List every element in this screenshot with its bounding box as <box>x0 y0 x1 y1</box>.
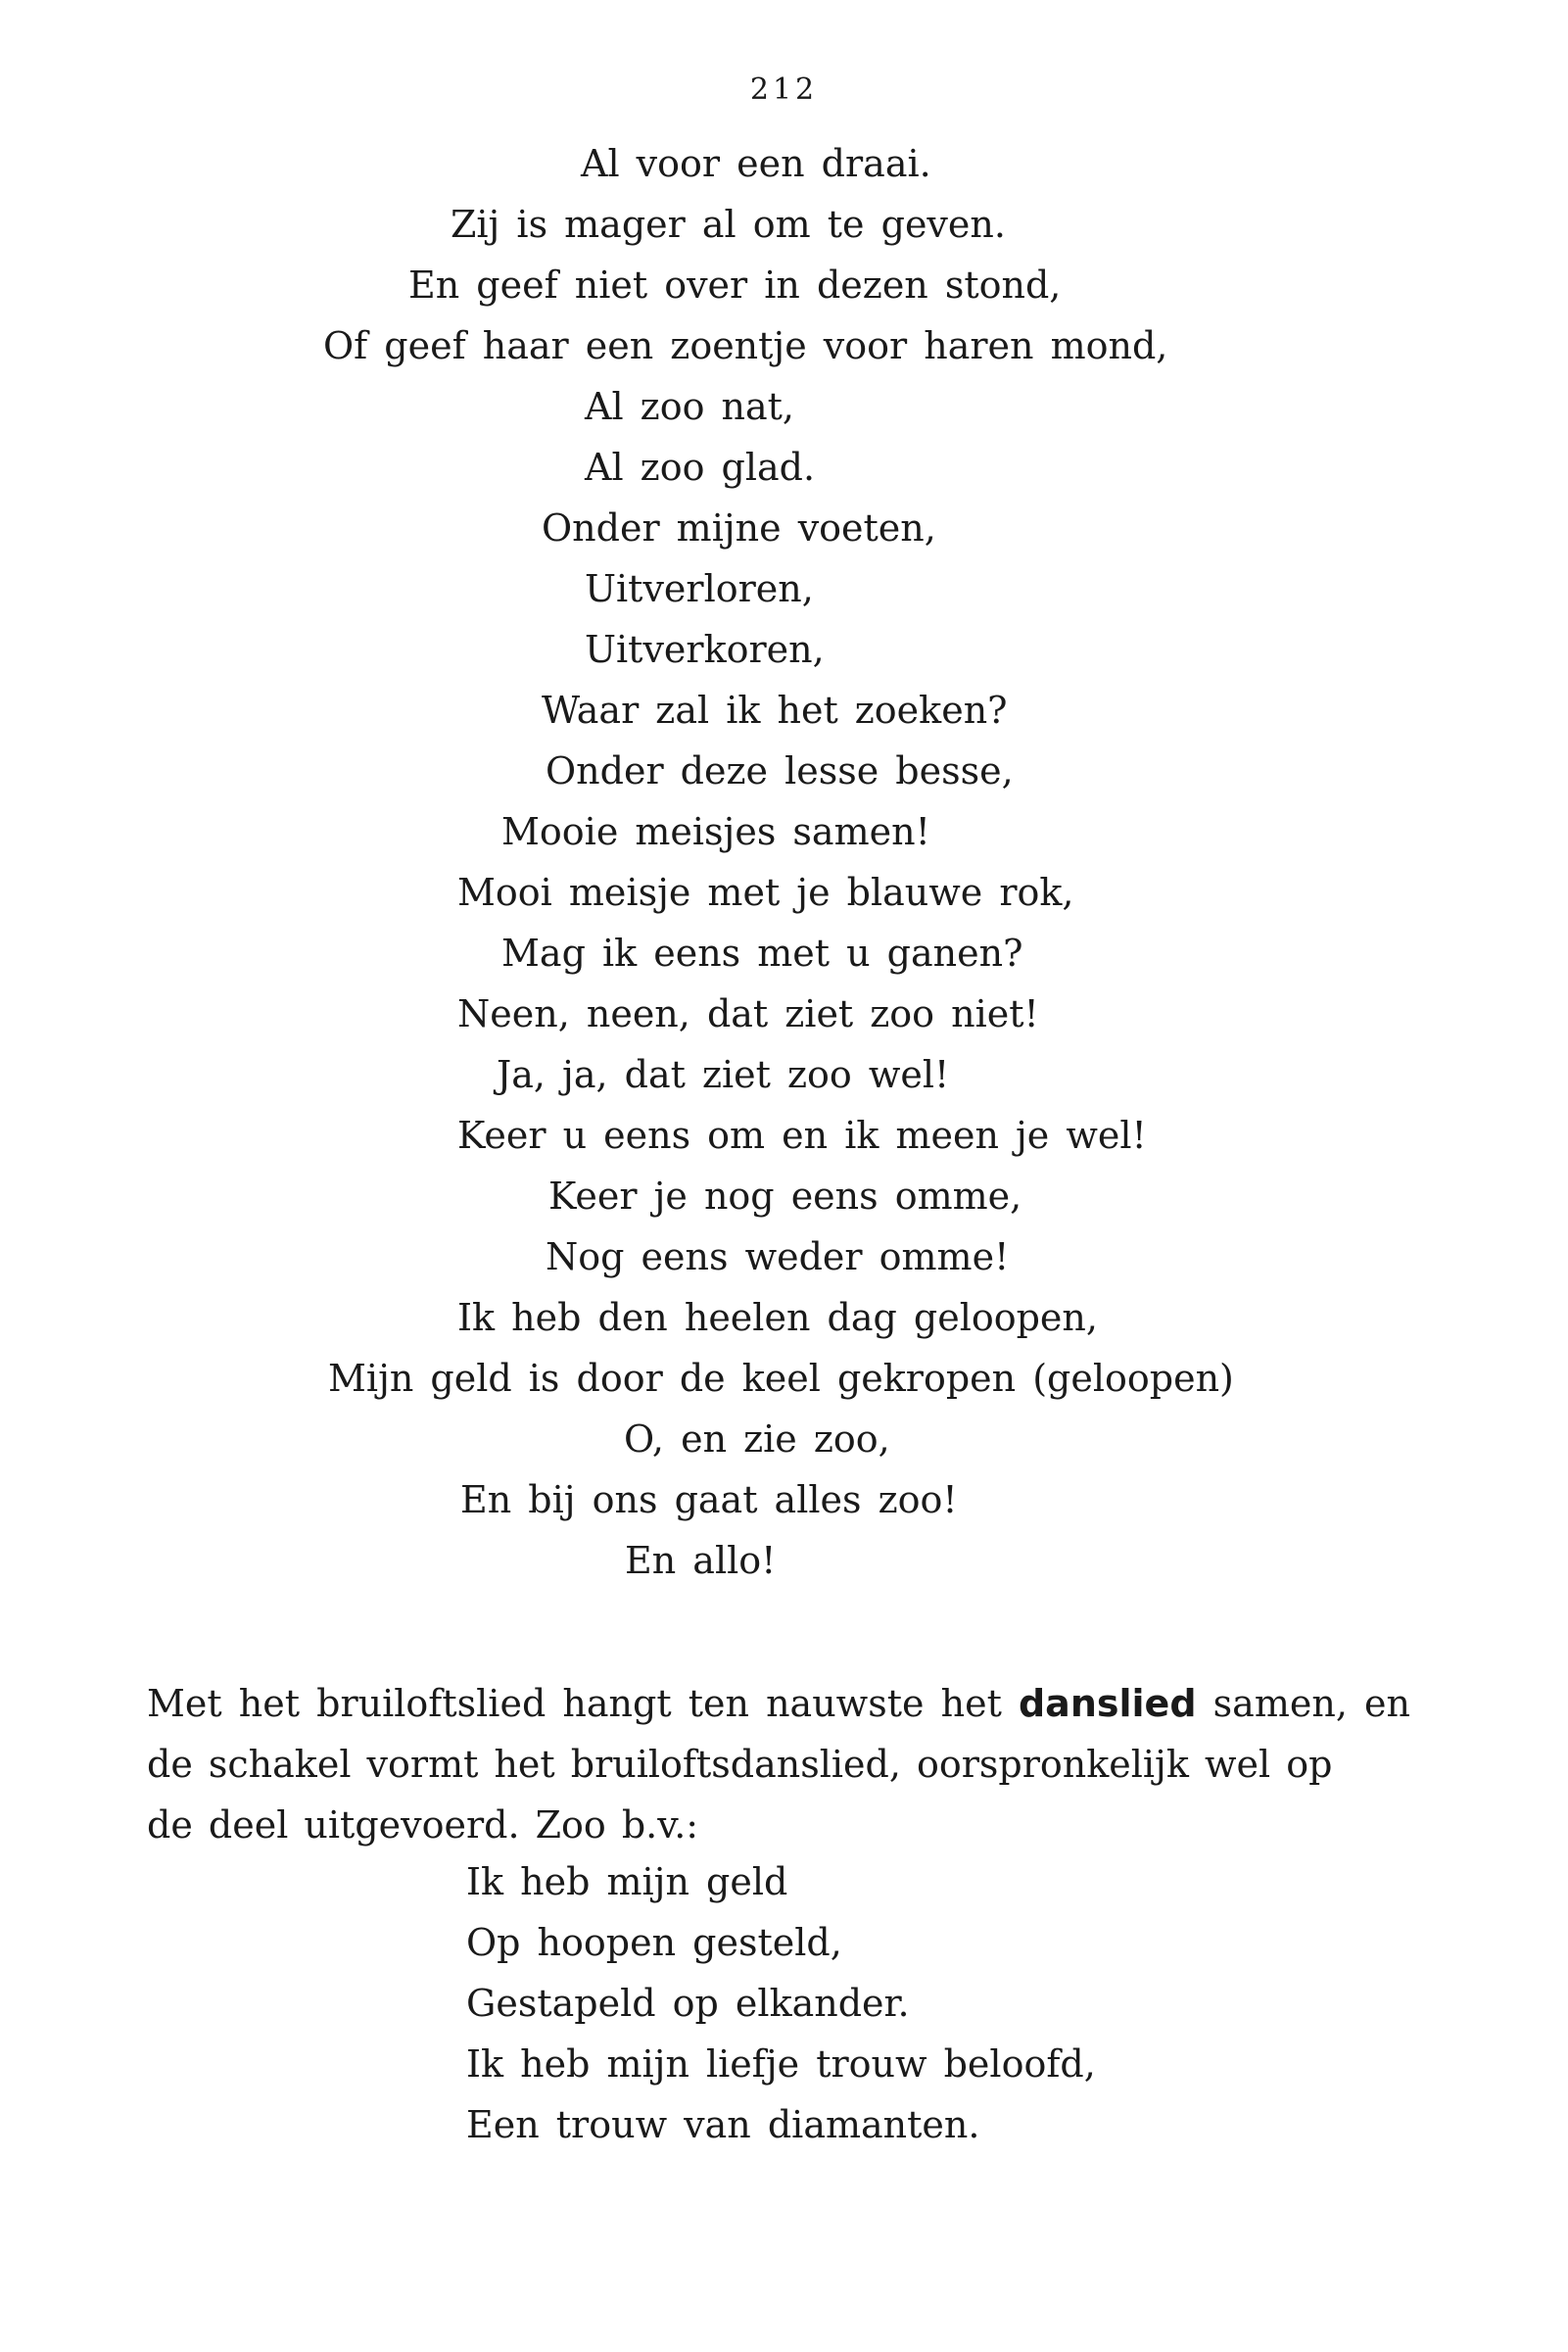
verse-line: Al zoo nat, <box>585 385 795 428</box>
verse-line: Uitverkoren, <box>585 628 825 671</box>
verse-line: Ik heb mijn liefje trouw beloofd, <box>466 2042 1096 2086</box>
verse-line: Een trouw van diamanten. <box>466 2103 980 2146</box>
verse-line: Neen, neen, dat ziet zoo niet! <box>457 992 1039 1035</box>
prose-keyword: danslied <box>1018 1682 1197 1725</box>
prose-last-line: de deel uitgevoerd. Zoo b.v.: <box>147 1803 699 1847</box>
verse-line: Onder mijne voeten, <box>542 506 936 550</box>
verse-line: Nog eens weder omme! <box>546 1235 1010 1278</box>
verse-line: En geef niet over in dezen stond, <box>408 264 1062 307</box>
verse-line: Mooie meisjes samen! <box>501 810 930 853</box>
prose-text-before: Met het bruiloftslied hangt ten nauwste het <box>147 1682 1002 1725</box>
verse-line: Ik heb mijn geld <box>466 1860 788 1903</box>
verse-line: Op hoopen gesteld, <box>466 1921 842 1964</box>
verse-line: Of geef haar een zoentje voor haren mond, <box>323 324 1168 367</box>
verse-line: Mijn geld is door de keel gekropen (geloopen) <box>328 1357 1234 1400</box>
verse-line: Keer je nog eens omme, <box>548 1175 1022 1218</box>
verse-line: Zij is mager al om te geven. <box>451 203 1006 246</box>
verse-line: En bij ons gaat alles zoo! <box>460 1478 958 1521</box>
verse-line: Keer u eens om en ik meen je wel! <box>457 1114 1147 1157</box>
verse-line: Al zoo glad. <box>585 446 816 489</box>
prose-paragraph <box>147 1673 1410 1855</box>
verse-line: O, en zie zoo, <box>624 1417 890 1461</box>
verse-line: Mag ik eens met u ganen? <box>501 932 1023 975</box>
verse-line: Al voor een draai. <box>581 142 931 185</box>
prose-text-after: samen, en de schakel vormt het bruiloftsdanslied, oorspronkelijk wel op <box>147 1682 1410 1786</box>
verse-line: Uitverloren, <box>585 567 814 610</box>
verse-line: Waar zal ik het zoeken? <box>542 689 1008 732</box>
verse-line: Mooi meisje met je blauwe rok, <box>457 871 1074 914</box>
verse-line: Onder deze lesse besse, <box>546 749 1014 792</box>
verse-line: En allo! <box>625 1539 777 1582</box>
verse-line: Ja, ja, dat ziet zoo wel! <box>497 1053 950 1096</box>
verse-line: Ik heb den heelen dag geloopen, <box>457 1296 1098 1339</box>
verse-block-2 <box>466 1851 1096 2155</box>
page-number: 212 <box>749 72 819 107</box>
verse-line: Gestapeld op elkander. <box>466 1982 910 2025</box>
